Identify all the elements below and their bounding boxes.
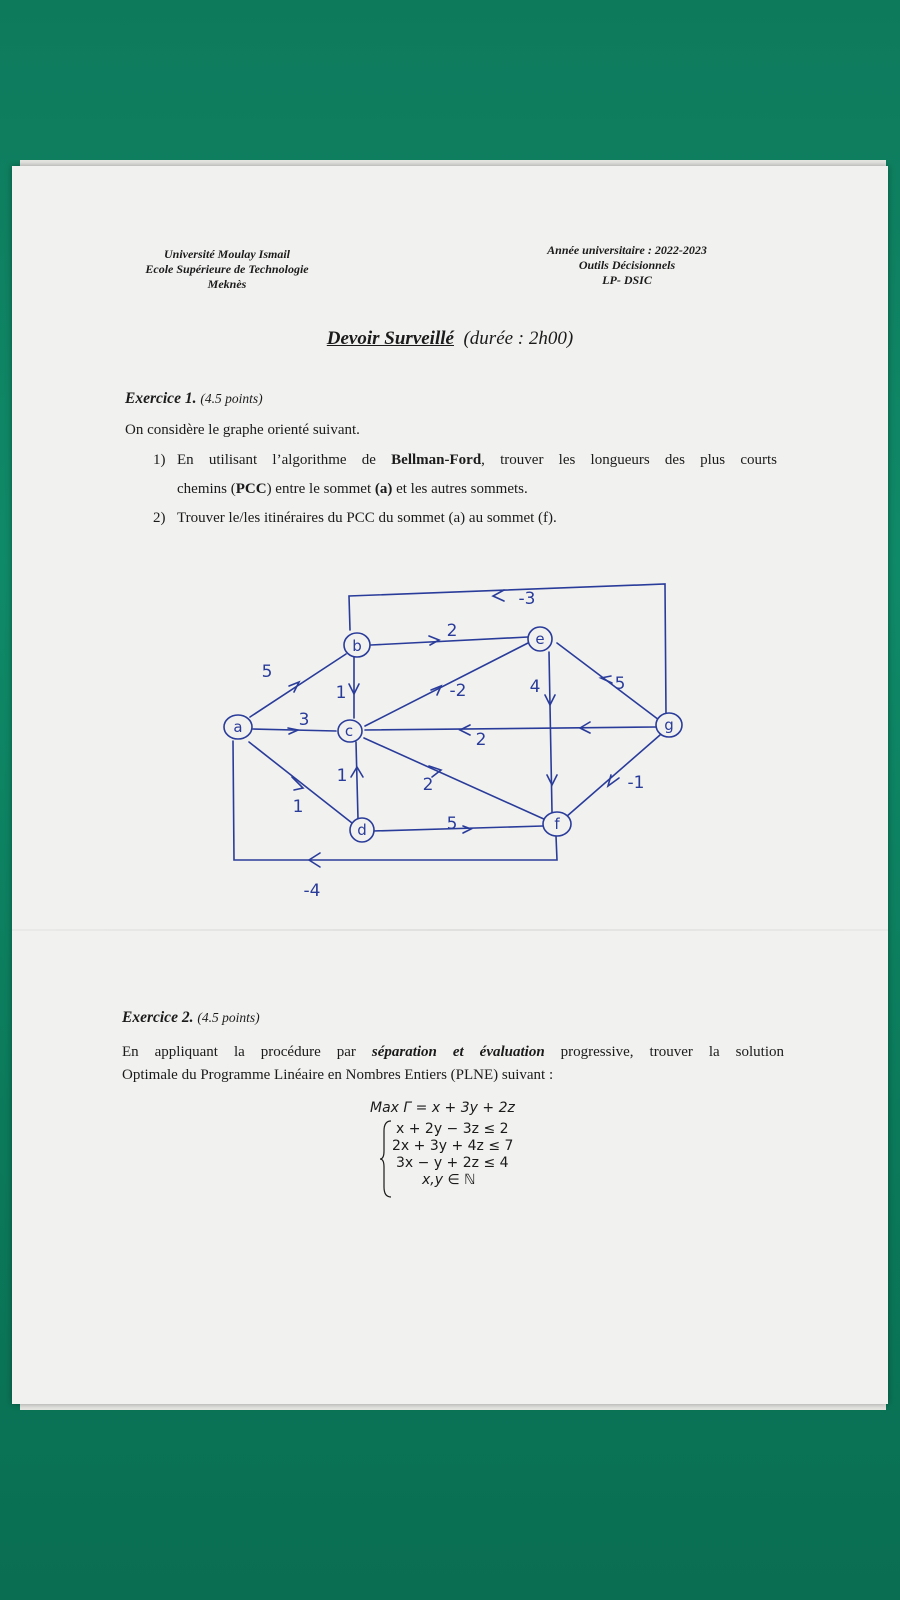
edge-g-b: [349, 584, 666, 715]
exercise1-intro: On considère le graphe orienté suivant.: [125, 422, 360, 438]
q1-text-e: et les autres sommets.: [392, 481, 528, 497]
lp-constraints: [392, 1121, 513, 1189]
program-name: LP- DSIC: [602, 273, 652, 287]
q2-number: 2): [153, 510, 166, 526]
exam-duration: (durée : 2h00): [463, 328, 574, 349]
weight-b-e: 2: [446, 621, 458, 641]
weight-e-f: 4: [529, 677, 541, 697]
q2-text: Trouver le/les itinéraires du PCC du sommet (a) au sommet (f).: [177, 510, 557, 526]
exercise1-title: Exercice 1.: [125, 390, 197, 407]
constraint-integrality: x,y ∈ ℕ: [422, 1172, 476, 1188]
constraint-1: x + 2y − 3z ≤ 2: [396, 1121, 509, 1137]
q1-text-d: ) entre le sommet: [266, 481, 375, 497]
node-c-label: c: [344, 722, 354, 740]
course-name: Outils Décisionnels: [578, 258, 676, 272]
weight-d-c: 1: [336, 766, 348, 786]
fold-line: [12, 929, 888, 931]
constraint-brace: [379, 1119, 393, 1199]
header-institution: [112, 247, 342, 292]
exam-title: Devoir Surveillé: [326, 328, 454, 349]
q1-line2: [177, 479, 528, 499]
weight-d-f: 5: [446, 814, 458, 834]
school-name: Ecole Supérieure de Technologie: [145, 262, 309, 276]
weight-g-f: -1: [627, 773, 645, 793]
node-f-label: f: [554, 815, 560, 833]
edge-c-e: [365, 643, 528, 726]
weight-b-c: 1: [335, 683, 347, 703]
q1-pcc: PCC: [235, 481, 267, 497]
directed-graph: [212, 576, 692, 906]
exam-sheet: [12, 166, 888, 1404]
arrow-b-e: [429, 636, 439, 645]
arrow-a-c: [288, 728, 298, 734]
q1-text-a: En utilisant l’algorithme de: [177, 452, 392, 468]
exercise1-points: (4.5 points): [200, 391, 263, 406]
edge-g-c: [365, 727, 657, 730]
q1-text-b: , trouver les longueurs des plus courts: [481, 452, 778, 468]
page-title: [12, 328, 888, 350]
edge-c-f: [364, 738, 546, 820]
exercise2-title: Exercice 2.: [122, 1009, 194, 1026]
constraint-2: 2x + 3y + 4z ≤ 7: [392, 1138, 514, 1154]
weight-g-c: 2: [475, 730, 487, 750]
exercise2-points: (4.5 points): [197, 1010, 260, 1025]
weight-a-b: 5: [261, 662, 273, 682]
q1-number: 1): [153, 452, 166, 468]
weight-f-a: -4: [303, 881, 321, 901]
weight-a-d: 1: [292, 797, 304, 817]
city-name: Meknès: [207, 277, 247, 291]
lp-objective: Max Γ = x + 3y + 2z: [370, 1100, 515, 1116]
weight-g-b: -3: [518, 589, 536, 609]
weight-g-e: 5: [614, 674, 626, 694]
arrow-g-f: [608, 775, 619, 786]
arrow-g-b: [493, 590, 504, 601]
ex2-method: séparation et évaluation: [371, 1044, 545, 1060]
university-name: Université Moulay Ismail: [163, 247, 290, 261]
q1-vertex-a: (a): [374, 481, 393, 497]
academic-year: Année universitaire : 2022-2023: [547, 243, 707, 257]
ex2-text-b: progressive, trouver la solution: [544, 1044, 784, 1060]
weight-c-e: -2: [449, 681, 467, 701]
exercise1-heading: [125, 390, 263, 408]
weight-c-f: 2: [422, 775, 434, 795]
q1-line1: [177, 450, 777, 470]
edge-d-c: [356, 742, 358, 819]
exercise2-line2: Optimale du Programme Linéaire en Nombres Entiers (PLNE) suivant :: [122, 1067, 554, 1083]
exercise2-heading: [122, 1009, 260, 1027]
edge-e-f: [549, 652, 552, 812]
edge-d-f: [373, 826, 543, 831]
exercise2-line1: [122, 1042, 784, 1062]
node-e-label: e: [535, 630, 545, 648]
edge-f-a: [233, 741, 557, 860]
constraint-3: 3x − y + 2z ≤ 4: [396, 1155, 509, 1171]
node-b-label: b: [352, 637, 362, 655]
edge-g-f: [566, 735, 660, 817]
arrow-d-f: [463, 826, 471, 833]
q1-text-c: chemins (: [177, 481, 236, 497]
ex2-text-a: En appliquant la procédure par: [122, 1044, 372, 1060]
node-d-label: d: [357, 821, 367, 839]
node-g-label: g: [664, 716, 674, 734]
weight-a-c: 3: [298, 710, 310, 730]
q1-bellman-ford: Bellman-Ford: [391, 452, 482, 468]
node-a-label: a: [233, 718, 243, 736]
header-course: [512, 243, 742, 288]
